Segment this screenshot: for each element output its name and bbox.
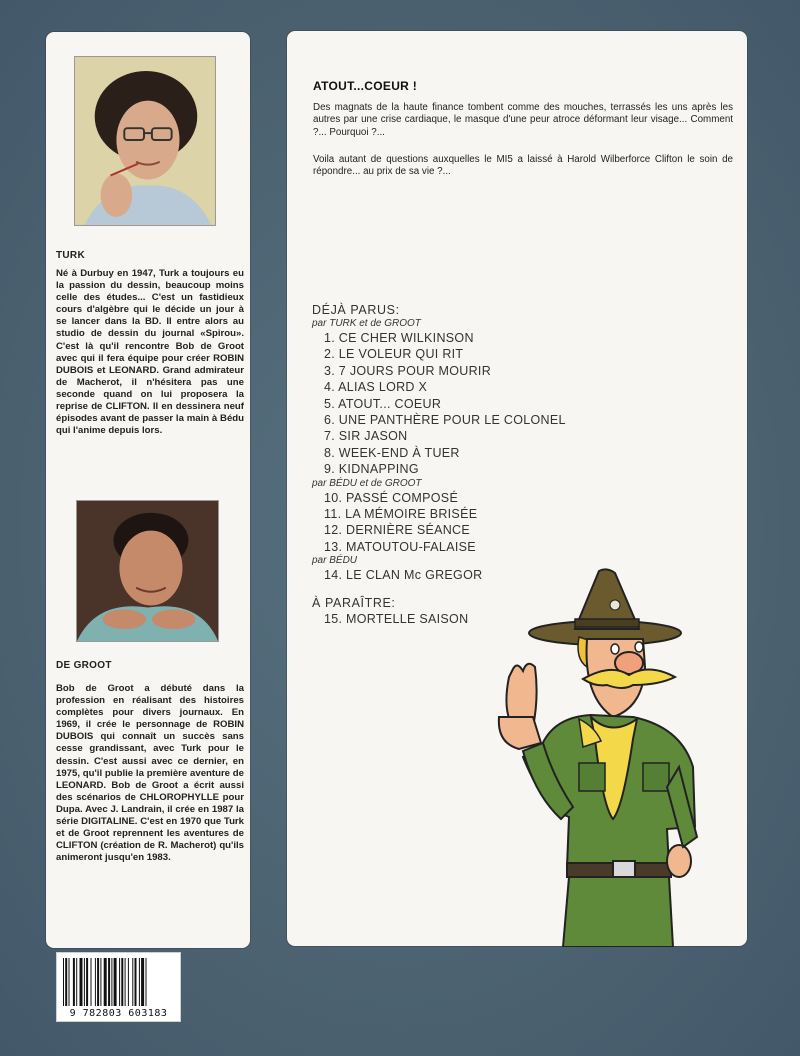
synopsis-paragraph: Des magnats de la haute finance tombent comme des mouches, terrassés les uns après les autres par une crise cardiaque, le masque d'une peur atroce déformant leur visage... Comment ?... Pourquoi ?... <box>313 102 733 138</box>
group-credit: par BÉDU et de GROOT <box>312 477 422 489</box>
turk-photo <box>74 56 216 226</box>
authors-panel <box>46 32 250 948</box>
barcode-bar <box>100 958 101 1006</box>
group-credit: par TURK et de GROOT <box>312 318 421 329</box>
list-item: 13. MATOUTOU-FALAISE <box>324 539 476 554</box>
turk-portrait-image <box>75 57 215 225</box>
barcode-bar <box>108 958 110 1006</box>
degroot-portrait-image <box>77 501 218 641</box>
barcode <box>56 952 181 1022</box>
scout-illustration <box>483 567 713 947</box>
turk-biography: Né à Durbuy en 1947, Turk a toujours eu la passion du dessin, beaucoup moins celle des études... C'est un fastidieux cours d'algèbre qui le décide un jour à se lancer dans la BD. Il entre alors au studio de dessin du journal «Spirou». C'est là qu'il rencontre Bob de Groot avec qui il fera équipe pour créer ROBIN DUBOIS et LEONARD. Grand admirateur de Macherot, il n'hésitera pas une seconde quand on lui proposera la reprise de CLIFTON. Il en dessinera neuf épisodes avant de passer la main à Bédu qui l'anime depuis lors. <box>56 268 244 437</box>
degroot-biography: Bob de Groot a débuté dans la profession en réalisant des histoires complètes pour divers journaux. En 1969, il crée le personnage de ROBIN DUBOIS qui connaît un succès sans cesse grandissant, avec Turk pour le dessin. C'est aussi avec ce dernier, en 1975, qu'il publie la première aventure de LEONARD. Bob de Groot a écrit aussi des scénarios de CHLOROPHYLLE pour Dupa. Avec J. Landrain, il crée en 1987 la série DIGITALINE. C'est en 1970 que Turk et de Groot reprennent les aventures de CLIFTON (création de R. Macherot) qu'ils animeront jusqu'en 1983. <box>56 683 244 864</box>
list-item: 12. DERNIÈRE SÉANCE <box>324 523 471 538</box>
barcode-number: 9 782803 603183 <box>69 1008 168 1019</box>
group-credit: par BÉDU <box>312 555 358 567</box>
list-item: 3. 7 JOURS POUR MOURIR <box>324 363 492 378</box>
barcode-bar <box>95 958 96 1006</box>
barcode-bar <box>73 958 75 1006</box>
barcode-bar <box>132 958 133 1006</box>
list-item: 9. KIDNAPPING <box>324 462 419 477</box>
barcode-bar <box>69 958 70 1006</box>
degroot-name: DE GROOT <box>56 660 112 671</box>
barcode-bar <box>146 958 147 1006</box>
turk-name: TURK <box>56 250 85 261</box>
degroot-photo <box>76 500 219 642</box>
album-panel <box>287 31 747 946</box>
list-item: 10. PASSÉ COMPOSÉ <box>324 490 459 505</box>
barcode-bar <box>128 958 129 1006</box>
list-item: 15. MORTELLE SAISON <box>324 611 469 626</box>
barcode-bar <box>104 958 107 1006</box>
barcode-bar <box>65 958 67 1006</box>
barcode-bar <box>119 958 120 1006</box>
list-item: 5. ATOUT... COEUR <box>324 396 442 411</box>
published-heading: DÉJÀ PARUS: <box>312 303 400 317</box>
list-item: 11. LA MÉMOIRE BRISÉE <box>324 507 478 522</box>
list-item: 8. WEEK-END À TUER <box>324 445 460 460</box>
barcode-bar <box>135 958 137 1006</box>
barcode-bar <box>114 958 117 1006</box>
barcode-bar <box>76 958 77 1006</box>
barcode-bars <box>63 958 175 1006</box>
barcode-bar <box>84 958 85 1006</box>
barcode-bar <box>141 958 144 1006</box>
barcode-bar <box>80 958 83 1006</box>
barcode-bar <box>139 958 140 1006</box>
barcode-bar <box>125 958 126 1006</box>
list-item: 2. LE VOLEUR QUI RIT <box>324 347 464 362</box>
barcode-bar <box>97 958 99 1006</box>
upcoming-heading: À PARAÎTRE: <box>312 595 396 610</box>
barcode-bar <box>111 958 112 1006</box>
synopsis-paragraph: Voila autant de questions auxquelles le MI5 a laissé à Harold Wilberforce Clifton le soin de répondre... au prix de sa vie ?... <box>313 154 733 178</box>
album-title: ATOUT...COEUR ! <box>313 79 418 93</box>
list-item: 14. LE CLAN Mc GREGOR <box>324 568 483 583</box>
barcode-bar <box>86 958 88 1006</box>
barcode-bar <box>121 958 123 1006</box>
list-item: 7. SIR JASON <box>324 429 408 444</box>
list-item: 6. UNE PANTHÈRE POUR LE COLONEL <box>324 413 566 428</box>
barcode-bar <box>91 958 92 1006</box>
barcode-bar <box>63 958 64 1006</box>
list-item: 4. ALIAS LORD X <box>324 380 428 395</box>
scout-character-image <box>483 567 713 947</box>
list-item: 1. CE CHER WILKINSON <box>324 331 474 345</box>
